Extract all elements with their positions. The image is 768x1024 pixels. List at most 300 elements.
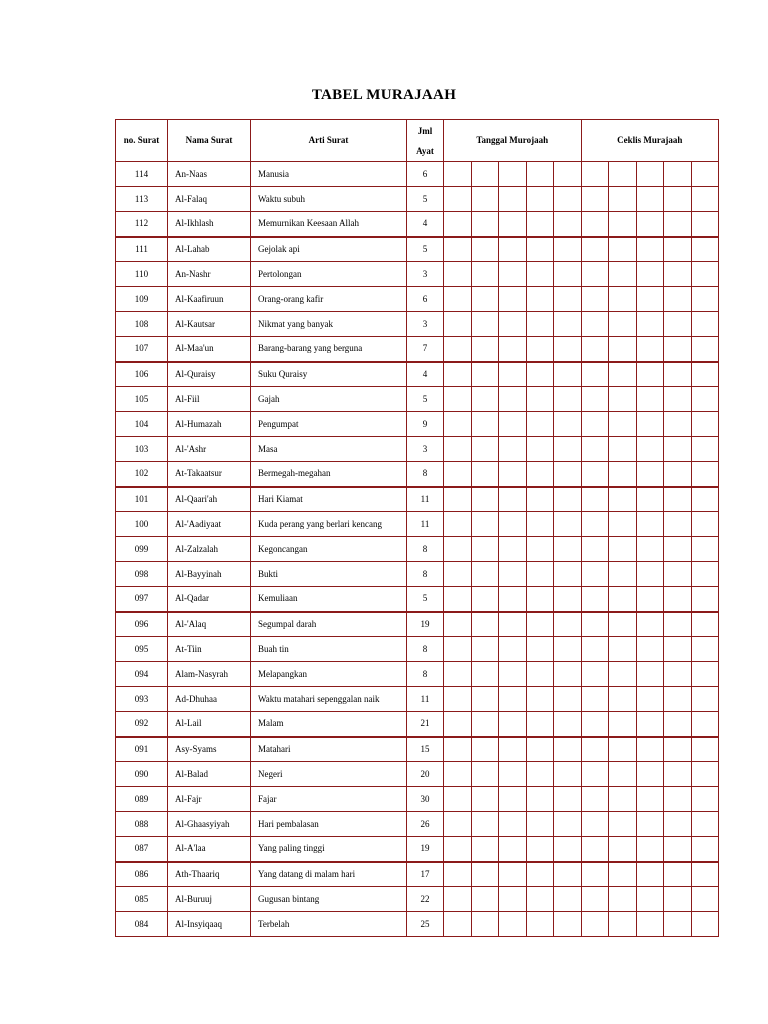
ceklis-murajaah-cell[interactable]	[609, 187, 637, 212]
tanggal-murojaah-cell[interactable]	[444, 737, 472, 762]
ceklis-murajaah-cell[interactable]	[609, 287, 637, 312]
tanggal-murojaah-cell[interactable]	[499, 737, 527, 762]
ceklis-murajaah-cell[interactable]	[691, 337, 719, 362]
ceklis-murajaah-cell[interactable]	[609, 412, 637, 437]
tanggal-murojaah-cell[interactable]	[444, 287, 472, 312]
tanggal-murojaah-cell[interactable]	[444, 362, 472, 387]
tanggal-murojaah-cell[interactable]	[444, 212, 472, 237]
ceklis-murajaah-cell[interactable]	[636, 712, 664, 737]
ceklis-murajaah-cell[interactable]	[581, 587, 609, 612]
tanggal-murojaah-cell[interactable]	[554, 287, 582, 312]
ceklis-murajaah-cell[interactable]	[636, 562, 664, 587]
ceklis-murajaah-cell[interactable]	[636, 162, 664, 187]
ceklis-murajaah-cell[interactable]	[691, 887, 719, 912]
ceklis-murajaah-cell[interactable]	[691, 562, 719, 587]
ceklis-murajaah-cell[interactable]	[636, 537, 664, 562]
ceklis-murajaah-cell[interactable]	[609, 212, 637, 237]
tanggal-murojaah-cell[interactable]	[471, 662, 499, 687]
ceklis-murajaah-cell[interactable]	[609, 712, 637, 737]
tanggal-murojaah-cell[interactable]	[499, 587, 527, 612]
tanggal-murojaah-cell[interactable]	[554, 662, 582, 687]
tanggal-murojaah-cell[interactable]	[471, 487, 499, 512]
ceklis-murajaah-cell[interactable]	[581, 812, 609, 837]
ceklis-murajaah-cell[interactable]	[691, 387, 719, 412]
ceklis-murajaah-cell[interactable]	[581, 612, 609, 637]
ceklis-murajaah-cell[interactable]	[664, 462, 692, 487]
ceklis-murajaah-cell[interactable]	[691, 237, 719, 262]
tanggal-murojaah-cell[interactable]	[471, 412, 499, 437]
ceklis-murajaah-cell[interactable]	[664, 562, 692, 587]
ceklis-murajaah-cell[interactable]	[636, 262, 664, 287]
ceklis-murajaah-cell[interactable]	[636, 412, 664, 437]
tanggal-murojaah-cell[interactable]	[554, 912, 582, 937]
ceklis-murajaah-cell[interactable]	[691, 262, 719, 287]
tanggal-murojaah-cell[interactable]	[526, 512, 554, 537]
ceklis-murajaah-cell[interactable]	[581, 412, 609, 437]
ceklis-murajaah-cell[interactable]	[609, 387, 637, 412]
tanggal-murojaah-cell[interactable]	[471, 437, 499, 462]
tanggal-murojaah-cell[interactable]	[526, 612, 554, 637]
tanggal-murojaah-cell[interactable]	[444, 387, 472, 412]
tanggal-murojaah-cell[interactable]	[471, 612, 499, 637]
tanggal-murojaah-cell[interactable]	[554, 687, 582, 712]
tanggal-murojaah-cell[interactable]	[499, 837, 527, 862]
ceklis-murajaah-cell[interactable]	[636, 787, 664, 812]
tanggal-murojaah-cell[interactable]	[554, 762, 582, 787]
ceklis-murajaah-cell[interactable]	[581, 287, 609, 312]
ceklis-murajaah-cell[interactable]	[664, 712, 692, 737]
tanggal-murojaah-cell[interactable]	[471, 737, 499, 762]
tanggal-murojaah-cell[interactable]	[526, 362, 554, 387]
ceklis-murajaah-cell[interactable]	[581, 237, 609, 262]
tanggal-murojaah-cell[interactable]	[471, 262, 499, 287]
ceklis-murajaah-cell[interactable]	[581, 887, 609, 912]
tanggal-murojaah-cell[interactable]	[554, 337, 582, 362]
ceklis-murajaah-cell[interactable]	[664, 912, 692, 937]
tanggal-murojaah-cell[interactable]	[526, 262, 554, 287]
tanggal-murojaah-cell[interactable]	[444, 187, 472, 212]
ceklis-murajaah-cell[interactable]	[609, 312, 637, 337]
ceklis-murajaah-cell[interactable]	[664, 887, 692, 912]
ceklis-murajaah-cell[interactable]	[691, 612, 719, 637]
ceklis-murajaah-cell[interactable]	[609, 262, 637, 287]
ceklis-murajaah-cell[interactable]	[636, 462, 664, 487]
tanggal-murojaah-cell[interactable]	[444, 687, 472, 712]
tanggal-murojaah-cell[interactable]	[499, 462, 527, 487]
ceklis-murajaah-cell[interactable]	[636, 512, 664, 537]
tanggal-murojaah-cell[interactable]	[471, 637, 499, 662]
tanggal-murojaah-cell[interactable]	[499, 787, 527, 812]
ceklis-murajaah-cell[interactable]	[609, 637, 637, 662]
ceklis-murajaah-cell[interactable]	[609, 737, 637, 762]
tanggal-murojaah-cell[interactable]	[499, 212, 527, 237]
ceklis-murajaah-cell[interactable]	[664, 637, 692, 662]
tanggal-murojaah-cell[interactable]	[471, 287, 499, 312]
tanggal-murojaah-cell[interactable]	[526, 487, 554, 512]
tanggal-murojaah-cell[interactable]	[499, 637, 527, 662]
ceklis-murajaah-cell[interactable]	[664, 412, 692, 437]
ceklis-murajaah-cell[interactable]	[664, 537, 692, 562]
ceklis-murajaah-cell[interactable]	[691, 687, 719, 712]
tanggal-murojaah-cell[interactable]	[444, 662, 472, 687]
tanggal-murojaah-cell[interactable]	[499, 262, 527, 287]
ceklis-murajaah-cell[interactable]	[691, 787, 719, 812]
tanggal-murojaah-cell[interactable]	[471, 862, 499, 887]
tanggal-murojaah-cell[interactable]	[554, 262, 582, 287]
ceklis-murajaah-cell[interactable]	[581, 562, 609, 587]
ceklis-murajaah-cell[interactable]	[581, 437, 609, 462]
tanggal-murojaah-cell[interactable]	[444, 762, 472, 787]
ceklis-murajaah-cell[interactable]	[664, 612, 692, 637]
tanggal-murojaah-cell[interactable]	[554, 637, 582, 662]
ceklis-murajaah-cell[interactable]	[664, 762, 692, 787]
tanggal-murojaah-cell[interactable]	[471, 812, 499, 837]
ceklis-murajaah-cell[interactable]	[636, 437, 664, 462]
tanggal-murojaah-cell[interactable]	[444, 887, 472, 912]
tanggal-murojaah-cell[interactable]	[444, 612, 472, 637]
ceklis-murajaah-cell[interactable]	[636, 637, 664, 662]
tanggal-murojaah-cell[interactable]	[526, 762, 554, 787]
ceklis-murajaah-cell[interactable]	[581, 687, 609, 712]
ceklis-murajaah-cell[interactable]	[609, 812, 637, 837]
ceklis-murajaah-cell[interactable]	[609, 612, 637, 637]
ceklis-murajaah-cell[interactable]	[636, 837, 664, 862]
tanggal-murojaah-cell[interactable]	[444, 587, 472, 612]
tanggal-murojaah-cell[interactable]	[554, 862, 582, 887]
ceklis-murajaah-cell[interactable]	[664, 487, 692, 512]
ceklis-murajaah-cell[interactable]	[636, 612, 664, 637]
tanggal-murojaah-cell[interactable]	[554, 612, 582, 637]
tanggal-murojaah-cell[interactable]	[499, 337, 527, 362]
ceklis-murajaah-cell[interactable]	[636, 337, 664, 362]
ceklis-murajaah-cell[interactable]	[636, 687, 664, 712]
tanggal-murojaah-cell[interactable]	[526, 712, 554, 737]
tanggal-murojaah-cell[interactable]	[471, 887, 499, 912]
tanggal-murojaah-cell[interactable]	[499, 662, 527, 687]
ceklis-murajaah-cell[interactable]	[581, 337, 609, 362]
ceklis-murajaah-cell[interactable]	[581, 162, 609, 187]
ceklis-murajaah-cell[interactable]	[609, 162, 637, 187]
ceklis-murajaah-cell[interactable]	[691, 462, 719, 487]
tanggal-murojaah-cell[interactable]	[499, 712, 527, 737]
tanggal-murojaah-cell[interactable]	[499, 687, 527, 712]
tanggal-murojaah-cell[interactable]	[499, 762, 527, 787]
tanggal-murojaah-cell[interactable]	[554, 562, 582, 587]
ceklis-murajaah-cell[interactable]	[691, 162, 719, 187]
tanggal-murojaah-cell[interactable]	[499, 562, 527, 587]
tanggal-murojaah-cell[interactable]	[499, 312, 527, 337]
ceklis-murajaah-cell[interactable]	[609, 787, 637, 812]
tanggal-murojaah-cell[interactable]	[444, 512, 472, 537]
tanggal-murojaah-cell[interactable]	[471, 212, 499, 237]
ceklis-murajaah-cell[interactable]	[609, 887, 637, 912]
ceklis-murajaah-cell[interactable]	[664, 662, 692, 687]
tanggal-murojaah-cell[interactable]	[526, 187, 554, 212]
ceklis-murajaah-cell[interactable]	[664, 287, 692, 312]
ceklis-murajaah-cell[interactable]	[581, 537, 609, 562]
tanggal-murojaah-cell[interactable]	[499, 887, 527, 912]
ceklis-murajaah-cell[interactable]	[636, 737, 664, 762]
tanggal-murojaah-cell[interactable]	[444, 912, 472, 937]
ceklis-murajaah-cell[interactable]	[636, 762, 664, 787]
ceklis-murajaah-cell[interactable]	[691, 512, 719, 537]
tanggal-murojaah-cell[interactable]	[526, 887, 554, 912]
tanggal-murojaah-cell[interactable]	[554, 462, 582, 487]
ceklis-murajaah-cell[interactable]	[581, 262, 609, 287]
tanggal-murojaah-cell[interactable]	[526, 462, 554, 487]
tanggal-murojaah-cell[interactable]	[444, 162, 472, 187]
ceklis-murajaah-cell[interactable]	[581, 912, 609, 937]
tanggal-murojaah-cell[interactable]	[444, 837, 472, 862]
ceklis-murajaah-cell[interactable]	[664, 587, 692, 612]
ceklis-murajaah-cell[interactable]	[636, 237, 664, 262]
ceklis-murajaah-cell[interactable]	[581, 662, 609, 687]
ceklis-murajaah-cell[interactable]	[636, 887, 664, 912]
tanggal-murojaah-cell[interactable]	[444, 712, 472, 737]
ceklis-murajaah-cell[interactable]	[581, 712, 609, 737]
ceklis-murajaah-cell[interactable]	[636, 812, 664, 837]
ceklis-murajaah-cell[interactable]	[581, 837, 609, 862]
ceklis-murajaah-cell[interactable]	[691, 187, 719, 212]
tanggal-murojaah-cell[interactable]	[554, 212, 582, 237]
ceklis-murajaah-cell[interactable]	[609, 462, 637, 487]
tanggal-murojaah-cell[interactable]	[554, 812, 582, 837]
ceklis-murajaah-cell[interactable]	[609, 912, 637, 937]
ceklis-murajaah-cell[interactable]	[691, 712, 719, 737]
ceklis-murajaah-cell[interactable]	[581, 212, 609, 237]
tanggal-murojaah-cell[interactable]	[471, 362, 499, 387]
ceklis-murajaah-cell[interactable]	[609, 862, 637, 887]
tanggal-murojaah-cell[interactable]	[499, 512, 527, 537]
tanggal-murojaah-cell[interactable]	[499, 862, 527, 887]
tanggal-murojaah-cell[interactable]	[554, 237, 582, 262]
tanggal-murojaah-cell[interactable]	[526, 312, 554, 337]
tanggal-murojaah-cell[interactable]	[499, 537, 527, 562]
tanggal-murojaah-cell[interactable]	[499, 812, 527, 837]
tanggal-murojaah-cell[interactable]	[444, 862, 472, 887]
ceklis-murajaah-cell[interactable]	[636, 212, 664, 237]
ceklis-murajaah-cell[interactable]	[636, 662, 664, 687]
ceklis-murajaah-cell[interactable]	[691, 762, 719, 787]
ceklis-murajaah-cell[interactable]	[581, 462, 609, 487]
ceklis-murajaah-cell[interactable]	[636, 587, 664, 612]
tanggal-murojaah-cell[interactable]	[554, 487, 582, 512]
tanggal-murojaah-cell[interactable]	[444, 262, 472, 287]
tanggal-murojaah-cell[interactable]	[471, 462, 499, 487]
tanggal-murojaah-cell[interactable]	[526, 637, 554, 662]
ceklis-murajaah-cell[interactable]	[609, 487, 637, 512]
ceklis-murajaah-cell[interactable]	[691, 437, 719, 462]
tanggal-murojaah-cell[interactable]	[444, 237, 472, 262]
ceklis-murajaah-cell[interactable]	[609, 687, 637, 712]
ceklis-murajaah-cell[interactable]	[636, 187, 664, 212]
ceklis-murajaah-cell[interactable]	[664, 187, 692, 212]
tanggal-murojaah-cell[interactable]	[471, 337, 499, 362]
tanggal-murojaah-cell[interactable]	[526, 787, 554, 812]
tanggal-murojaah-cell[interactable]	[471, 762, 499, 787]
ceklis-murajaah-cell[interactable]	[636, 312, 664, 337]
ceklis-murajaah-cell[interactable]	[664, 212, 692, 237]
tanggal-murojaah-cell[interactable]	[554, 537, 582, 562]
tanggal-murojaah-cell[interactable]	[526, 837, 554, 862]
ceklis-murajaah-cell[interactable]	[581, 787, 609, 812]
tanggal-murojaah-cell[interactable]	[444, 412, 472, 437]
tanggal-murojaah-cell[interactable]	[526, 212, 554, 237]
ceklis-murajaah-cell[interactable]	[664, 387, 692, 412]
tanggal-murojaah-cell[interactable]	[444, 337, 472, 362]
tanggal-murojaah-cell[interactable]	[526, 387, 554, 412]
ceklis-murajaah-cell[interactable]	[581, 387, 609, 412]
ceklis-murajaah-cell[interactable]	[636, 287, 664, 312]
ceklis-murajaah-cell[interactable]	[581, 312, 609, 337]
tanggal-murojaah-cell[interactable]	[471, 162, 499, 187]
tanggal-murojaah-cell[interactable]	[444, 637, 472, 662]
ceklis-murajaah-cell[interactable]	[664, 687, 692, 712]
ceklis-murajaah-cell[interactable]	[581, 362, 609, 387]
tanggal-murojaah-cell[interactable]	[526, 437, 554, 462]
ceklis-murajaah-cell[interactable]	[581, 862, 609, 887]
ceklis-murajaah-cell[interactable]	[664, 512, 692, 537]
ceklis-murajaah-cell[interactable]	[664, 262, 692, 287]
tanggal-murojaah-cell[interactable]	[471, 837, 499, 862]
ceklis-murajaah-cell[interactable]	[609, 237, 637, 262]
tanggal-murojaah-cell[interactable]	[526, 337, 554, 362]
tanggal-murojaah-cell[interactable]	[554, 362, 582, 387]
ceklis-murajaah-cell[interactable]	[691, 662, 719, 687]
ceklis-murajaah-cell[interactable]	[609, 337, 637, 362]
tanggal-murojaah-cell[interactable]	[526, 237, 554, 262]
tanggal-murojaah-cell[interactable]	[444, 312, 472, 337]
tanggal-murojaah-cell[interactable]	[554, 312, 582, 337]
tanggal-murojaah-cell[interactable]	[526, 412, 554, 437]
ceklis-murajaah-cell[interactable]	[691, 487, 719, 512]
tanggal-murojaah-cell[interactable]	[526, 912, 554, 937]
tanggal-murojaah-cell[interactable]	[554, 737, 582, 762]
tanggal-murojaah-cell[interactable]	[526, 562, 554, 587]
tanggal-murojaah-cell[interactable]	[499, 162, 527, 187]
ceklis-murajaah-cell[interactable]	[691, 637, 719, 662]
ceklis-murajaah-cell[interactable]	[609, 662, 637, 687]
ceklis-murajaah-cell[interactable]	[664, 837, 692, 862]
ceklis-murajaah-cell[interactable]	[581, 637, 609, 662]
tanggal-murojaah-cell[interactable]	[554, 437, 582, 462]
ceklis-murajaah-cell[interactable]	[609, 362, 637, 387]
ceklis-murajaah-cell[interactable]	[691, 912, 719, 937]
tanggal-murojaah-cell[interactable]	[444, 787, 472, 812]
ceklis-murajaah-cell[interactable]	[691, 412, 719, 437]
tanggal-murojaah-cell[interactable]	[499, 612, 527, 637]
ceklis-murajaah-cell[interactable]	[609, 537, 637, 562]
ceklis-murajaah-cell[interactable]	[664, 162, 692, 187]
ceklis-murajaah-cell[interactable]	[691, 862, 719, 887]
tanggal-murojaah-cell[interactable]	[526, 737, 554, 762]
tanggal-murojaah-cell[interactable]	[471, 562, 499, 587]
ceklis-murajaah-cell[interactable]	[581, 762, 609, 787]
tanggal-murojaah-cell[interactable]	[554, 512, 582, 537]
tanggal-murojaah-cell[interactable]	[554, 162, 582, 187]
tanggal-murojaah-cell[interactable]	[554, 787, 582, 812]
tanggal-murojaah-cell[interactable]	[499, 387, 527, 412]
ceklis-murajaah-cell[interactable]	[581, 487, 609, 512]
tanggal-murojaah-cell[interactable]	[471, 187, 499, 212]
tanggal-murojaah-cell[interactable]	[471, 537, 499, 562]
tanggal-murojaah-cell[interactable]	[499, 362, 527, 387]
ceklis-murajaah-cell[interactable]	[609, 587, 637, 612]
ceklis-murajaah-cell[interactable]	[664, 437, 692, 462]
tanggal-murojaah-cell[interactable]	[471, 512, 499, 537]
tanggal-murojaah-cell[interactable]	[526, 862, 554, 887]
tanggal-murojaah-cell[interactable]	[526, 162, 554, 187]
ceklis-murajaah-cell[interactable]	[609, 837, 637, 862]
ceklis-murajaah-cell[interactable]	[691, 587, 719, 612]
tanggal-murojaah-cell[interactable]	[554, 837, 582, 862]
tanggal-murojaah-cell[interactable]	[499, 487, 527, 512]
ceklis-murajaah-cell[interactable]	[664, 237, 692, 262]
ceklis-murajaah-cell[interactable]	[664, 737, 692, 762]
tanggal-murojaah-cell[interactable]	[471, 687, 499, 712]
tanggal-murojaah-cell[interactable]	[554, 712, 582, 737]
ceklis-murajaah-cell[interactable]	[636, 362, 664, 387]
ceklis-murajaah-cell[interactable]	[664, 362, 692, 387]
tanggal-murojaah-cell[interactable]	[554, 387, 582, 412]
tanggal-murojaah-cell[interactable]	[526, 687, 554, 712]
ceklis-murajaah-cell[interactable]	[691, 812, 719, 837]
ceklis-murajaah-cell[interactable]	[691, 537, 719, 562]
tanggal-murojaah-cell[interactable]	[499, 412, 527, 437]
ceklis-murajaah-cell[interactable]	[691, 737, 719, 762]
ceklis-murajaah-cell[interactable]	[664, 787, 692, 812]
tanggal-murojaah-cell[interactable]	[526, 662, 554, 687]
ceklis-murajaah-cell[interactable]	[636, 912, 664, 937]
ceklis-murajaah-cell[interactable]	[664, 312, 692, 337]
ceklis-murajaah-cell[interactable]	[664, 862, 692, 887]
ceklis-murajaah-cell[interactable]	[636, 487, 664, 512]
ceklis-murajaah-cell[interactable]	[609, 562, 637, 587]
ceklis-murajaah-cell[interactable]	[636, 387, 664, 412]
ceklis-murajaah-cell[interactable]	[691, 837, 719, 862]
ceklis-murajaah-cell[interactable]	[581, 737, 609, 762]
ceklis-murajaah-cell[interactable]	[691, 362, 719, 387]
tanggal-murojaah-cell[interactable]	[554, 187, 582, 212]
tanggal-murojaah-cell[interactable]	[526, 537, 554, 562]
tanggal-murojaah-cell[interactable]	[444, 462, 472, 487]
tanggal-murojaah-cell[interactable]	[471, 387, 499, 412]
ceklis-murajaah-cell[interactable]	[664, 337, 692, 362]
tanggal-murojaah-cell[interactable]	[444, 562, 472, 587]
ceklis-murajaah-cell[interactable]	[581, 187, 609, 212]
tanggal-murojaah-cell[interactable]	[526, 812, 554, 837]
ceklis-murajaah-cell[interactable]	[691, 312, 719, 337]
tanggal-murojaah-cell[interactable]	[444, 812, 472, 837]
ceklis-murajaah-cell[interactable]	[609, 762, 637, 787]
ceklis-murajaah-cell[interactable]	[664, 812, 692, 837]
tanggal-murojaah-cell[interactable]	[554, 412, 582, 437]
tanggal-murojaah-cell[interactable]	[499, 187, 527, 212]
tanggal-murojaah-cell[interactable]	[444, 437, 472, 462]
tanggal-murojaah-cell[interactable]	[471, 237, 499, 262]
tanggal-murojaah-cell[interactable]	[526, 587, 554, 612]
tanggal-murojaah-cell[interactable]	[471, 587, 499, 612]
tanggal-murojaah-cell[interactable]	[554, 887, 582, 912]
ceklis-murajaah-cell[interactable]	[581, 512, 609, 537]
tanggal-murojaah-cell[interactable]	[444, 487, 472, 512]
ceklis-murajaah-cell[interactable]	[609, 437, 637, 462]
tanggal-murojaah-cell[interactable]	[554, 587, 582, 612]
tanggal-murojaah-cell[interactable]	[471, 787, 499, 812]
tanggal-murojaah-cell[interactable]	[471, 912, 499, 937]
tanggal-murojaah-cell[interactable]	[499, 237, 527, 262]
tanggal-murojaah-cell[interactable]	[471, 712, 499, 737]
